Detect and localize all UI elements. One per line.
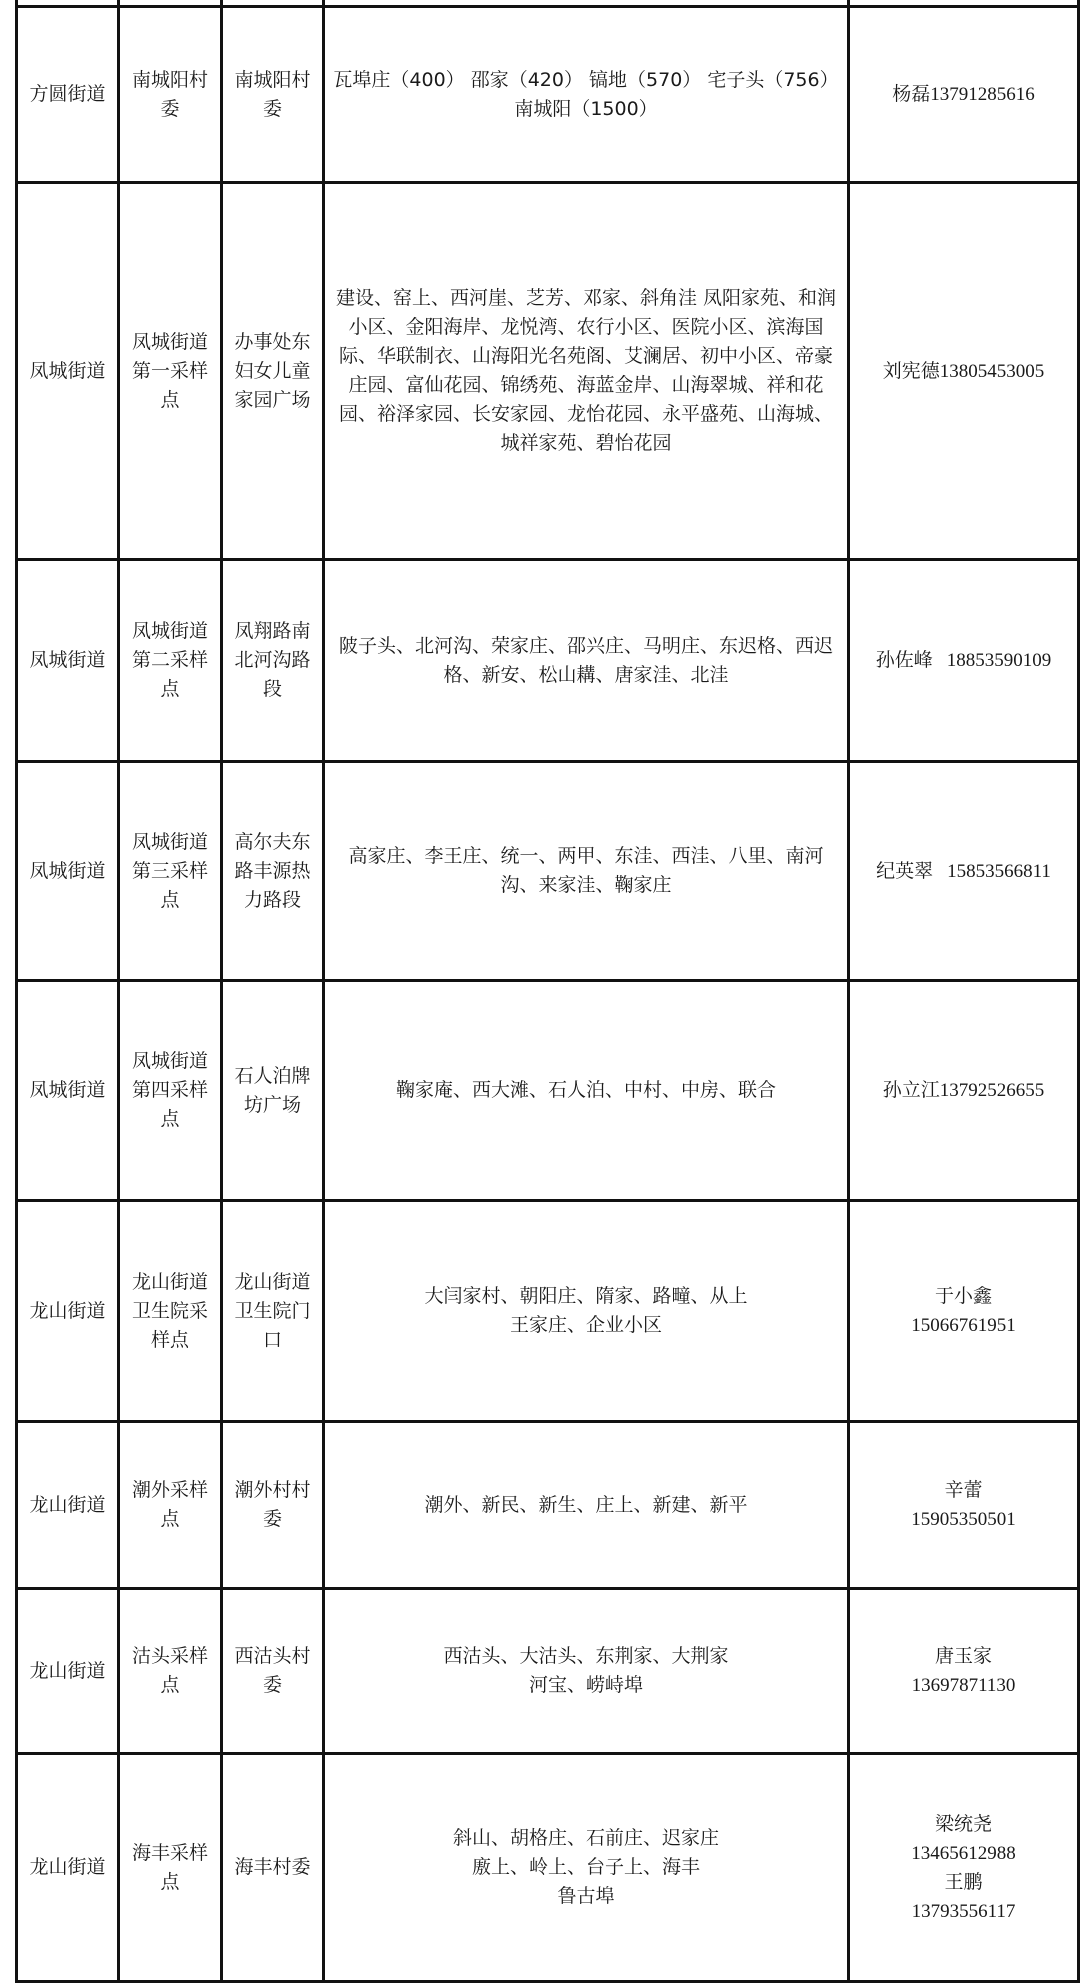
- contact-name: 杨磊: [892, 84, 931, 105]
- sampling-sites-table: [15, 0, 1080, 1983]
- street-cell: 凤城街道: [17, 560, 119, 762]
- villages-cell: [324, 1201, 849, 1422]
- contact-name: 王鹏: [944, 1871, 983, 1893]
- contact-cell: [849, 1754, 1079, 1982]
- contact-name: 刘宪德: [882, 360, 940, 382]
- street-cell: 龙山街道: [17, 1589, 119, 1754]
- location-cell: 高尔夫东路丰源热力路段: [222, 762, 324, 981]
- villages-line: 大闫家村、朝阳庄、隋家、路疃、从上: [424, 1285, 748, 1307]
- street-cell: 凤城街道: [17, 183, 119, 560]
- table-row: [17, 7, 1079, 183]
- villages-line: 王家庄、企业小区: [509, 1314, 662, 1336]
- street-cell: 凤城街道: [17, 762, 119, 981]
- contact-cell: [849, 560, 1079, 762]
- street-cell: 龙山街道: [17, 1754, 119, 1982]
- villages-line: 河宝、崂峙埠: [528, 1674, 643, 1696]
- contact-name: 辛蕾: [944, 1480, 983, 1501]
- villages-cell: 高家庄、李王庄、统一、两甲、东洼、西洼、八里、南河沟、来家洼、鞠家庄: [324, 762, 849, 981]
- site-cell: 沽头采样点: [119, 1589, 222, 1754]
- site-cell: 潮外采样点: [119, 1422, 222, 1589]
- villages-cell: 陂子头、北河沟、荣家庄、邵兴庄、马明庄、东迟格、西迟格、新安、松山耩、唐家洼、北洼: [324, 560, 849, 762]
- villages-line: 斜山、胡格庄、石前庄、迟家庄: [452, 1827, 719, 1849]
- contact-cell: [849, 7, 1079, 183]
- villages-cell: 建设、窑上、西河崖、芝芳、邓家、斜角洼 凤阳家苑、和润小区、金阳海岸、龙悦湾、农行小区、医院小区、滨海国际、华联制衣、山海阳光名苑阁、艾澜居、初中小区、帝豪庄园、富仙花园、锦绣苑、海蓝金岸、山海翠城、祥和花园、裕泽家园、长安家园、龙怡花园、永平盛苑、山海城、城祥家苑、碧怡花园: [324, 183, 849, 560]
- location-cell: 石人泊牌坊广场: [222, 981, 324, 1201]
- contact-name: 孙佐峰: [875, 650, 933, 671]
- contact-phone: 15066761951: [911, 1315, 1016, 1336]
- contact-name: 唐玉家: [934, 1646, 992, 1667]
- villages-line: 西沽头、大沽头、东荆家、大荆家: [443, 1645, 729, 1667]
- contact-phone: 13697871130: [911, 1675, 1016, 1696]
- table-row: [17, 183, 1079, 560]
- street-cell: 龙山街道: [17, 1201, 119, 1422]
- contact-phone: 13792526655: [939, 1080, 1045, 1101]
- villages-line: 廒上、岭上、台子上、海丰: [471, 1856, 700, 1878]
- street-cell: 龙山街道: [17, 1422, 119, 1589]
- contact-name: 梁统尧: [934, 1813, 992, 1835]
- location-cell: 南城阳村委: [222, 7, 324, 183]
- contact-phone: 13791285616: [930, 84, 1035, 105]
- villages-cell: 瓦埠庄（400） 邵家（420） 镐地（570） 宅子头（756）南城阳（1500）: [324, 7, 849, 183]
- contact-cell: [849, 1589, 1079, 1754]
- site-cell: 凤城街道第二采样点: [119, 560, 222, 762]
- location-cell: 海丰村委: [222, 1754, 324, 1982]
- table-row: [17, 1422, 1079, 1589]
- site-cell: 凤城街道第一采样点: [119, 183, 222, 560]
- villages-cell: 鞠家庵、西大滩、石人泊、中村、中房、联合: [324, 981, 849, 1201]
- contact-cell: [849, 762, 1079, 981]
- villages-cell: [324, 1754, 849, 1982]
- site-cell: 龙山街道卫生院采样点: [119, 1201, 222, 1422]
- contact-name: 于小鑫: [934, 1286, 992, 1307]
- location-cell: 潮外村村委: [222, 1422, 324, 1589]
- table-row: [17, 981, 1079, 1201]
- sampling-sites-document: [15, 0, 1077, 1983]
- contact-phone: 13465612988: [911, 1842, 1016, 1864]
- contact-phone: 15853566811: [947, 860, 1051, 882]
- table-row: [17, 762, 1079, 981]
- villages-cell: [324, 1589, 849, 1754]
- site-cell: 凤城街道第三采样点: [119, 762, 222, 981]
- contact-phone: 13805453005: [939, 360, 1045, 382]
- contact-cell: [849, 183, 1079, 560]
- contact-name: 纪英翠: [876, 860, 934, 882]
- villages-line: 鲁古埠: [557, 1885, 615, 1907]
- contact-cell: [849, 981, 1079, 1201]
- table-row: [17, 1754, 1079, 1982]
- site-cell: 南城阳村委: [119, 7, 222, 183]
- location-cell: 凤翔路南北河沟路段: [222, 560, 324, 762]
- table-row: [17, 1589, 1079, 1754]
- street-cell: 方圆街道: [17, 7, 119, 183]
- contact-name: 孙立江: [882, 1080, 940, 1101]
- villages-cell: 潮外、新民、新生、庄上、新建、新平: [324, 1422, 849, 1589]
- contact-phone: 13793556117: [911, 1900, 1016, 1922]
- site-cell: 凤城街道第四采样点: [119, 981, 222, 1201]
- table-row: [17, 560, 1079, 762]
- location-cell: 龙山街道卫生院门口: [222, 1201, 324, 1422]
- table-row: [17, 1201, 1079, 1422]
- contact-phone: 18853590109: [946, 650, 1052, 671]
- contact-phone: 15905350501: [911, 1509, 1016, 1530]
- contact-cell: [849, 1201, 1079, 1422]
- site-cell: 海丰采样点: [119, 1754, 222, 1982]
- location-cell: 西沽头村委: [222, 1589, 324, 1754]
- street-cell: 凤城街道: [17, 981, 119, 1201]
- location-cell: 办事处东妇女儿童家园广场: [222, 183, 324, 560]
- contact-cell: [849, 1422, 1079, 1589]
